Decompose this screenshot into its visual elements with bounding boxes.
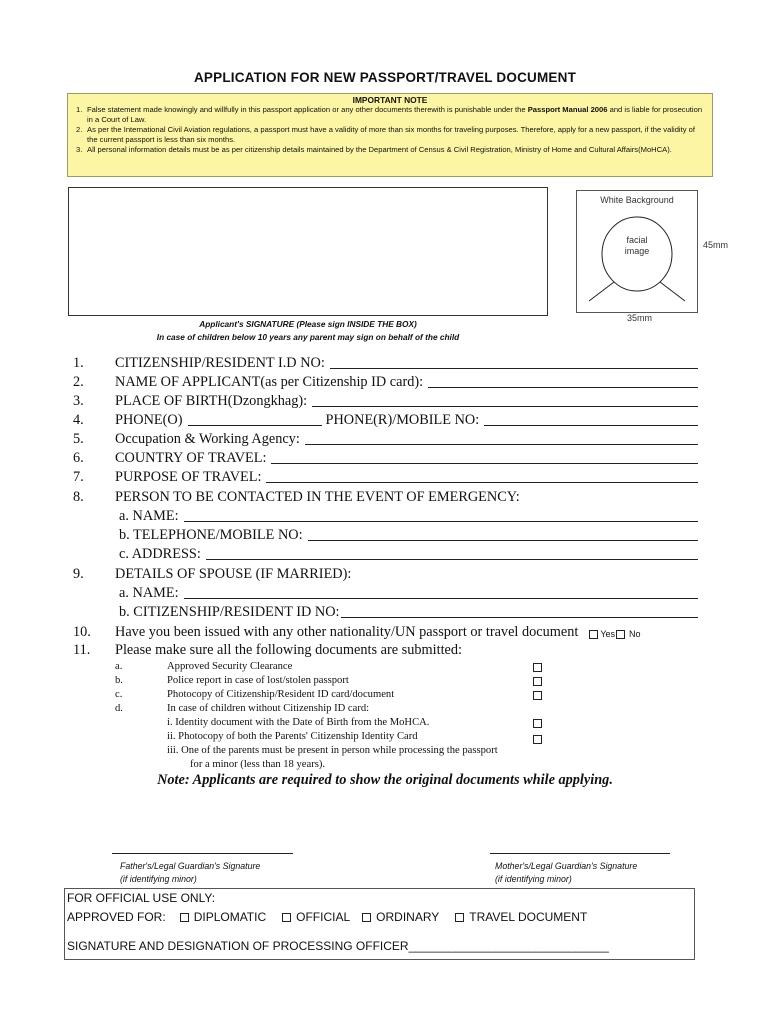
photo-height-label: 45mm — [703, 240, 729, 250]
no-label: No — [629, 629, 641, 639]
input-line[interactable] — [428, 386, 698, 388]
note-item-text: As per the International Civil Aviation regulations, a passport must have a validity of more than six months for traveling purposes. Therefore, apply for a new passport, if the validity of the current passport is less than six months. — [87, 125, 695, 144]
field-emergency-name — [73, 506, 698, 525]
photo-background-label: White Background — [600, 195, 674, 205]
field-country-of-travel: 6. COUNTRY OF TRAVEL: — [73, 448, 698, 467]
doc-b-text: Police report in case of lost/stolen passport — [167, 675, 349, 686]
field-emergency-address — [73, 544, 698, 563]
doc-d-ii-checkbox[interactable] — [533, 735, 542, 744]
input-line[interactable] — [271, 462, 698, 464]
official-use-heading: FOR OFFICIAL USE ONLY: — [67, 891, 216, 905]
field-label: Occupation & Working Agency: — [115, 431, 300, 447]
doc-a-checkbox[interactable] — [533, 663, 542, 672]
travel-document-checkbox[interactable] — [455, 913, 464, 922]
field-label: NAME OF APPLICANT(as per Citizenship ID card): — [115, 374, 424, 390]
photo-width-label: 35mm — [627, 313, 653, 323]
field-label: PERSON TO BE CONTACTED IN THE EVENT OF EMERGENCY: — [115, 489, 520, 505]
doc-d-iii-continued: for a minor (less than 18 years). — [190, 759, 326, 770]
input-line[interactable] — [206, 558, 698, 560]
signature-sub-caption: In case of children below 10 years any parent may sign on behalf of the child — [156, 332, 460, 342]
doc-d-letter: d. — [115, 703, 123, 714]
field-label: COUNTRY OF TRAVEL: — [115, 450, 267, 466]
field-spouse-id — [73, 602, 698, 621]
diplomatic-checkbox[interactable] — [180, 913, 189, 922]
note-item-3 — [76, 145, 704, 155]
input-line[interactable] — [305, 443, 698, 445]
field-spouse-name — [73, 583, 698, 602]
field-label: c. ADDRESS: — [119, 546, 201, 562]
doc-b-letter: b. — [115, 675, 123, 686]
official-use-box — [64, 888, 695, 960]
official-label: OFFICIAL — [296, 910, 351, 924]
note-item-text-end: and is liable for prosecution in a Court of Law. — [87, 105, 703, 124]
processing-officer-signature[interactable]: SIGNATURE AND DESIGNATION OF PROCESSING OFFICER______________________________ — [67, 939, 609, 953]
input-line[interactable] — [308, 539, 698, 541]
field-label: a. NAME: — [119, 585, 179, 601]
ordinary-label: ORDINARY — [376, 910, 440, 924]
field-emergency-phone — [73, 525, 698, 544]
input-line-office-phone[interactable] — [188, 424, 322, 426]
doc-d-ii-text: ii. Photocopy of both the Parents' Citizenship Identity Card — [167, 731, 418, 742]
field-label: Please make sure all the following documents are submitted: — [115, 642, 463, 658]
original-documents-note: Note: Applicants are required to show the original documents while applying. — [157, 772, 613, 788]
doc-d-iii-text: iii. One of the parents must be present in person while processing the passport — [167, 745, 498, 756]
field-phone: 4. PHONE(O) PHONE(R)/MOBILE NO: — [73, 410, 698, 429]
field-label: PHONE(R)/MOBILE NO: — [325, 412, 480, 428]
official-checkbox[interactable] — [282, 913, 291, 922]
diplomatic-label: DIPLOMATIC — [193, 910, 267, 924]
input-line[interactable] — [184, 597, 698, 599]
input-line[interactable] — [330, 367, 698, 369]
photo-box — [576, 190, 698, 313]
field-emergency-contact: 8. PERSON TO BE CONTACTED IN THE EVENT OF EMERGENCY: — [73, 489, 520, 505]
input-line[interactable] — [266, 481, 698, 483]
field-label: PURPOSE OF TRAVEL: — [115, 469, 262, 485]
field-citizenship-id: 1. CITIZENSHIP/RESIDENT I.D NO: — [73, 353, 698, 372]
note-item-2 — [76, 125, 704, 145]
approved-for-label: APPROVED FOR: — [67, 910, 166, 924]
doc-d-text: In case of children without Citizenship ID card: — [167, 703, 370, 714]
father-signature-caption: Father's/Legal Guardian's Signature (if identifying minor) — [120, 861, 261, 884]
yes-label: Yes — [600, 629, 616, 639]
doc-a-letter: a. — [115, 661, 123, 672]
applicant-signature-box[interactable] — [68, 187, 548, 316]
field-label: PHONE(O) — [115, 412, 183, 428]
note-item-number: 2. — [76, 125, 83, 134]
important-note-box — [67, 93, 713, 177]
input-line[interactable] — [341, 616, 698, 618]
doc-d-i-text: i. Identity document with the Date of Birth from the MoHCA. — [167, 717, 430, 728]
doc-c-letter: c. — [115, 689, 123, 700]
field-label: Have you been issued with any other nationality/UN passport or travel document — [115, 624, 579, 640]
field-label: DETAILS OF SPOUSE (IF MARRIED): — [115, 566, 352, 582]
doc-b-checkbox[interactable] — [533, 677, 542, 686]
field-place-of-birth: 3. PLACE OF BIRTH(Dzongkhag): — [73, 391, 698, 410]
note-item-text: All personal information details must be as per citizenship details maintained by the Department of Census & Civil Registration, Ministry of Home and Cultural Affairs(MoHCA). — [87, 145, 672, 154]
travel-document-label: TRAVEL DOCUMENT — [469, 910, 588, 924]
field-documents-submitted: 11. Please make sure all the following documents are submitted: — [73, 642, 463, 658]
facial-image-label: facial image — [624, 235, 650, 256]
field-label: b. TELEPHONE/MOBILE NO: — [119, 527, 303, 543]
field-label: b. CITIZENSHIP/RESIDENT ID NO: — [119, 604, 340, 620]
field-label: a. NAME: — [119, 508, 179, 524]
father-signature-line[interactable] — [112, 853, 293, 854]
signature-caption: Applicant's SIGNATURE (Please sign INSIDE THE BOX) — [199, 319, 417, 329]
doc-a-text: Approved Security Clearance — [167, 661, 293, 672]
no-checkbox[interactable] — [616, 630, 625, 639]
note-item-text: False statement made knowingly and willfully in this passport application or any other documents therewith is punishable under the — [87, 105, 526, 114]
doc-d-i-checkbox[interactable] — [533, 719, 542, 728]
field-label: PLACE OF BIRTH(Dzongkhag): — [115, 393, 308, 409]
input-line[interactable] — [184, 520, 698, 522]
doc-c-checkbox[interactable] — [533, 691, 542, 700]
important-note-heading: IMPORTANT NOTE — [352, 95, 428, 105]
field-purpose-of-travel: 7. PURPOSE OF TRAVEL: — [73, 467, 698, 486]
approved-for-row — [67, 910, 587, 924]
field-applicant-name: 2. NAME OF APPLICANT(as per Citizenship ID card): — [73, 372, 698, 391]
input-line-mobile[interactable] — [484, 424, 698, 426]
note-item-number: 3. — [76, 145, 83, 154]
mother-signature-caption: Mother's/Legal Guardian's Signature (if identifying minor) — [495, 861, 638, 884]
note-item-bold: Passport Manual 2006 — [527, 105, 608, 114]
input-line[interactable] — [312, 405, 698, 407]
field-spouse-details: 9. DETAILS OF SPOUSE (IF MARRIED): — [73, 566, 352, 582]
field-label: CITIZENSHIP/RESIDENT I.D NO: — [115, 355, 325, 371]
doc-c-text: Photocopy of Citizenship/Resident ID card/document — [167, 689, 395, 700]
page-title: APPLICATION FOR NEW PASSPORT/TRAVEL DOCUMENT — [193, 70, 577, 85]
note-item-1 — [76, 105, 704, 125]
field-other-passport: 10. Have you been issued with any other nationality/UN passport or travel document Yes No — [73, 624, 641, 640]
note-item-number: 1. — [76, 105, 83, 114]
field-occupation: 5. Occupation & Working Agency: — [73, 429, 698, 448]
ordinary-checkbox[interactable] — [362, 913, 371, 922]
yes-checkbox[interactable] — [589, 630, 598, 639]
mother-signature-line[interactable] — [490, 853, 670, 854]
